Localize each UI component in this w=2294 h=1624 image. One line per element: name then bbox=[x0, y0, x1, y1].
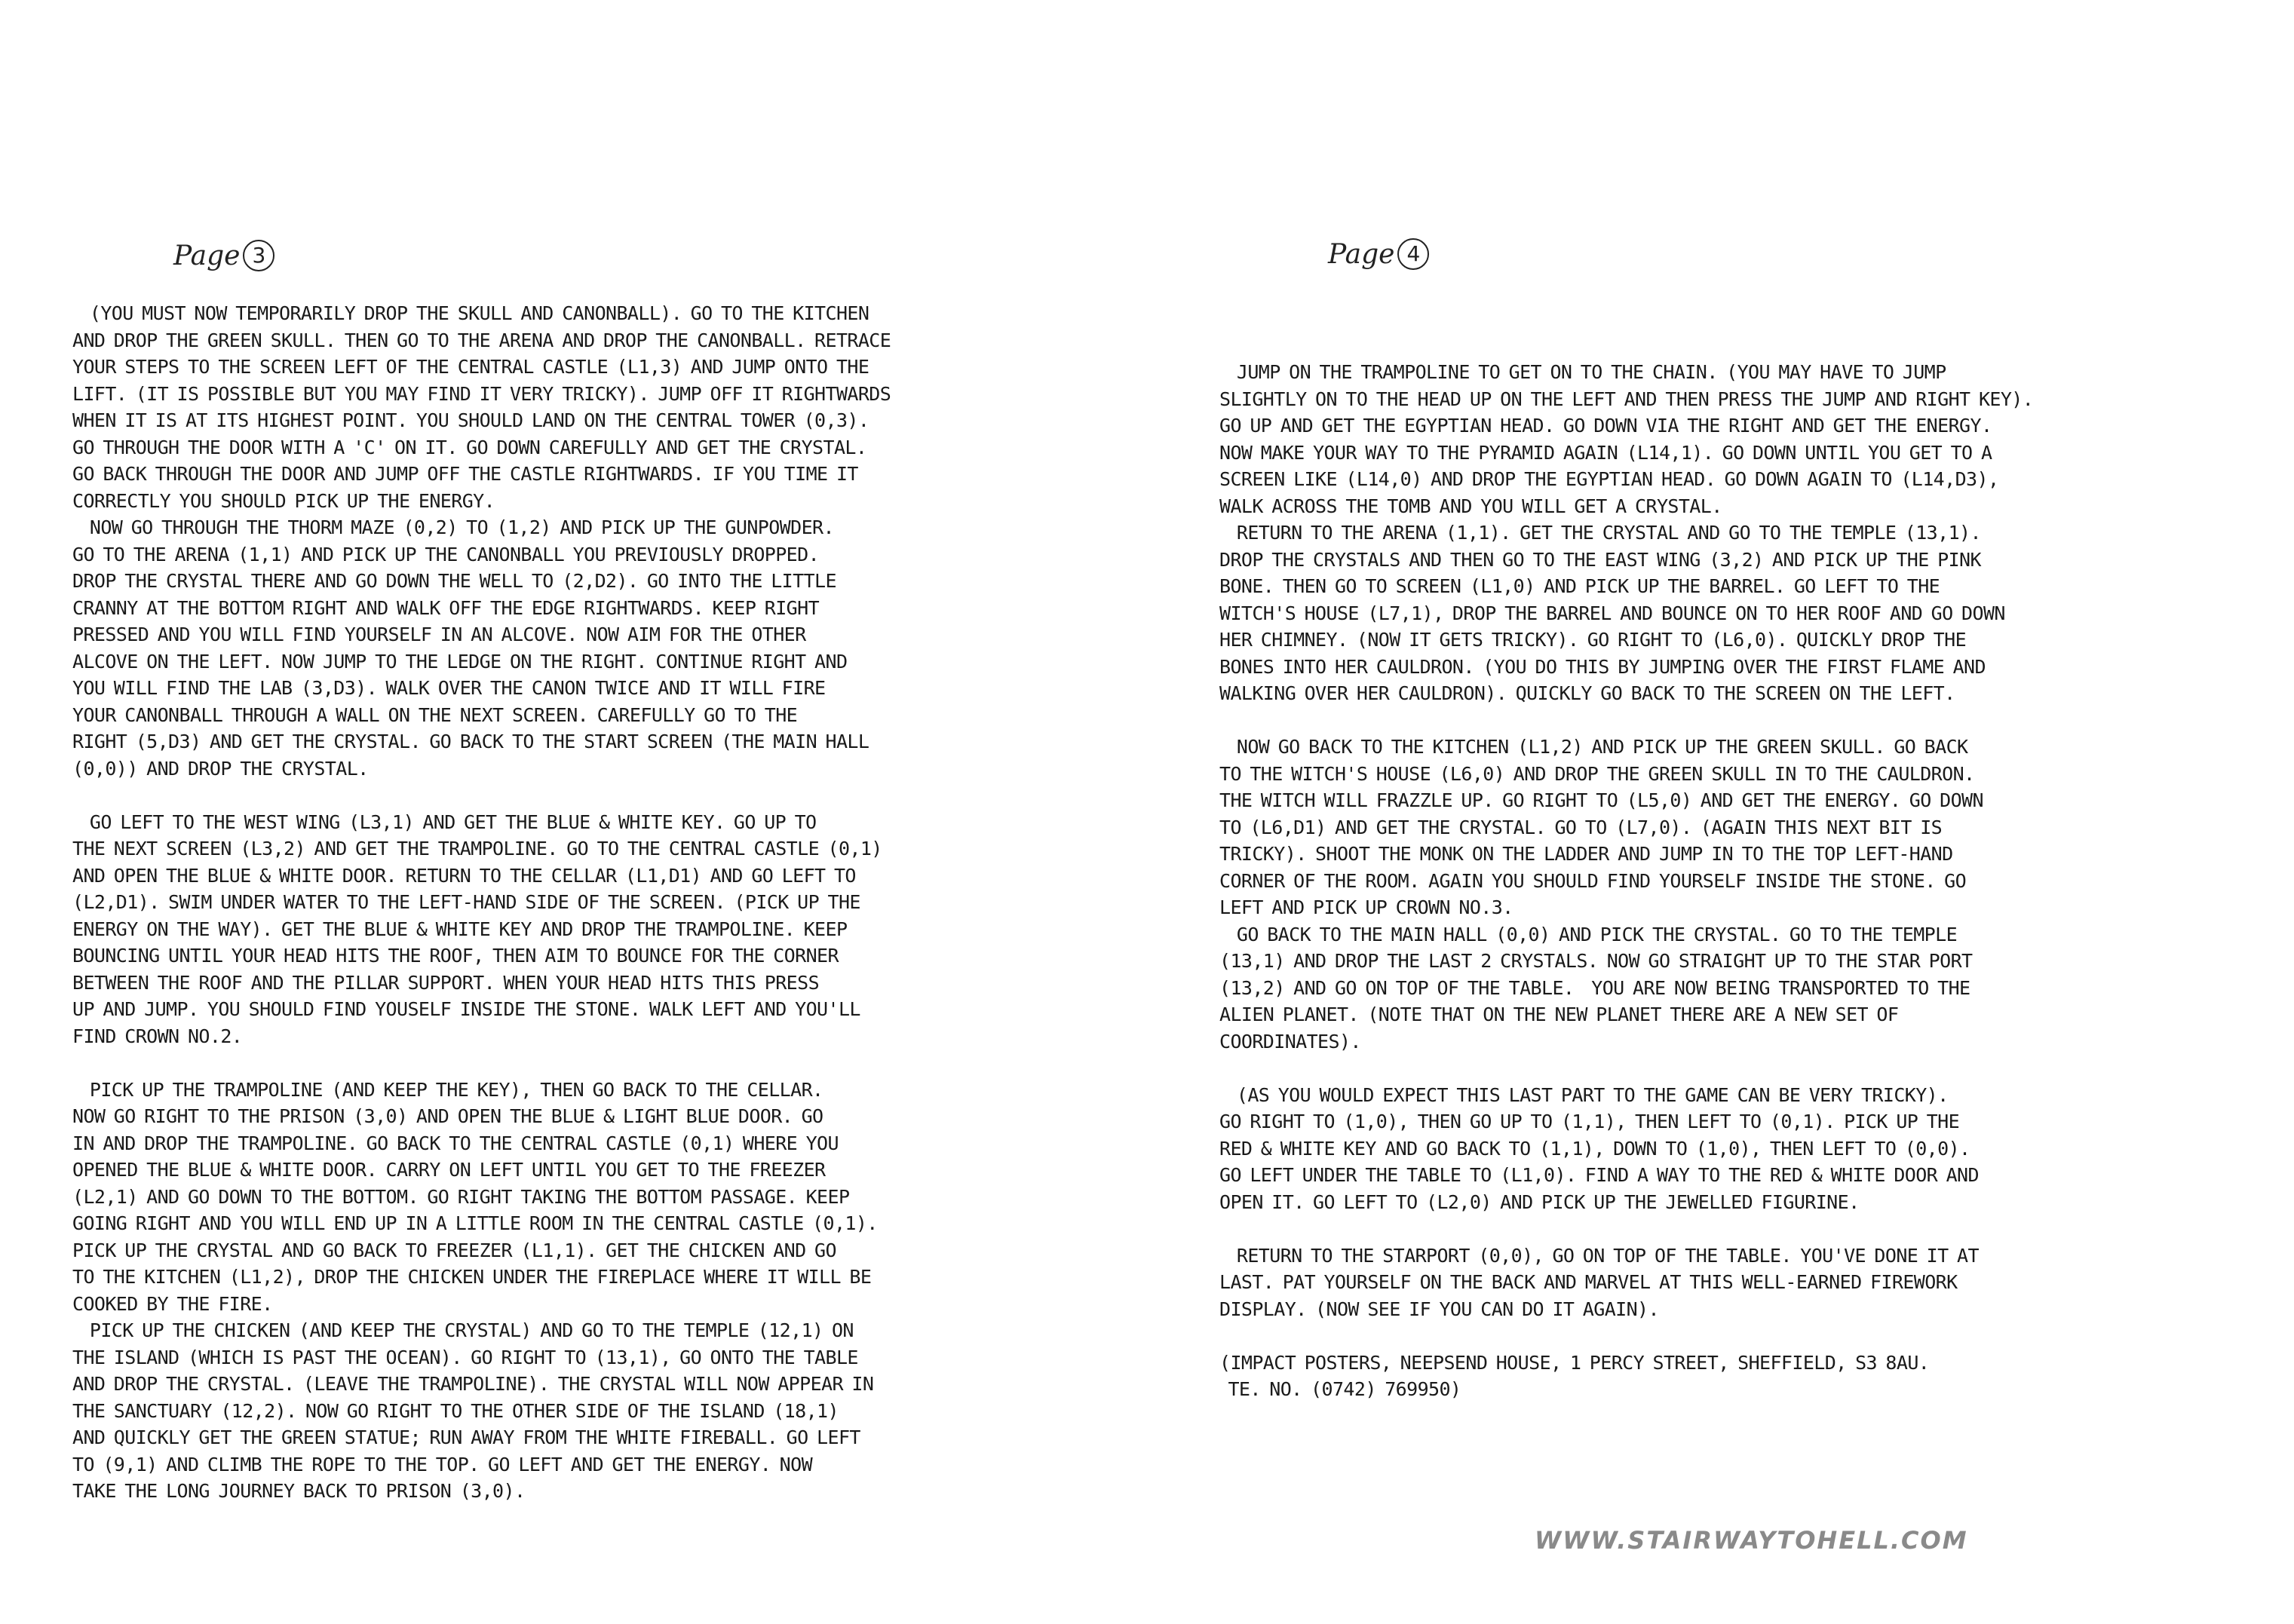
text-line: GO TO THE ARENA (1,1) AND PICK UP THE CANONBALL YOU PREVIOUSLY DROPPED. bbox=[72, 543, 820, 565]
text-line: TO (9,1) AND CLIMB THE ROPE TO THE TOP. GO LEFT AND GET THE ENERGY. NOW bbox=[72, 1453, 813, 1475]
paragraph-gap bbox=[72, 1049, 891, 1077]
text-line: SLIGHTLY ON TO THE HEAD UP ON THE LEFT AND THEN PRESS THE JUMP AND RIGHT KEY). bbox=[1219, 388, 2034, 410]
text-line: GO BACK TO THE MAIN HALL (0,0) AND PICK THE CRYSTAL. GO TO THE TEMPLE bbox=[1219, 923, 1958, 945]
text-line: OPENED THE BLUE & WHITE DOOR. CARRY ON LEFT UNTIL YOU GET TO THE FREEZER bbox=[72, 1159, 826, 1181]
text-line: LIFT. (IT IS POSSIBLE BUT YOU MAY FIND IT VERY TRICKY). JUMP OFF IT RIGHTWARDS bbox=[72, 382, 891, 405]
text-line: GO LEFT TO THE WEST WING (L3,1) AND GET THE BLUE & WHITE KEY. GO UP TO bbox=[72, 810, 817, 833]
text-line: TO THE WITCH'S HOUSE (L6,0) AND DROP THE GREEN SKULL IN TO THE CAULDRON. bbox=[1219, 762, 1975, 785]
text-line: WITCH'S HOUSE (L7,1), DROP THE BARREL AND BOUNCE ON TO HER ROOF AND GO DOWN bbox=[1219, 602, 2005, 624]
text-line: CORRECTLY YOU SHOULD PICK UP THE ENERGY. bbox=[72, 489, 495, 512]
text-line: NOW MAKE YOUR WAY TO THE PYRAMID AGAIN (L14,1). GO DOWN UNTIL YOU GET TO A bbox=[1219, 441, 1992, 464]
text-line: NOW GO THROUGH THE THORM MAZE (0,2) TO (1,2) AND PICK UP THE GUNPOWDER. bbox=[72, 516, 834, 538]
text-line: UP AND JUMP. YOU SHOULD FIND YOUSELF INSIDE THE STONE. WALK LEFT AND YOU'LL bbox=[72, 998, 860, 1020]
text-line: THE NEXT SCREEN (L3,2) AND GET THE TRAMPOLINE. GO TO THE CENTRAL CASTLE (0,1) bbox=[72, 838, 882, 859]
page-number-circle: 3 bbox=[243, 240, 274, 271]
text-line: NOW GO BACK TO THE KITCHEN (L1,2) AND PICK UP THE GREEN SKULL. GO BACK bbox=[1219, 736, 1968, 758]
page-label-text: Page bbox=[1328, 238, 1395, 270]
text-line: PRESSED AND YOU WILL FIND YOURSELF IN AN ALCOVE. NOW AIM FOR THE OTHER bbox=[72, 624, 806, 645]
text-line: SCREEN LIKE (L14,0) AND DROP THE EGYPTIAN HEAD. GO DOWN AGAIN TO (L14,D3), bbox=[1219, 468, 1999, 490]
text-line: NOW GO RIGHT TO THE PRISON (3,0) AND OPEN THE BLUE & LIGHT BLUE DOOR. GO bbox=[72, 1105, 823, 1127]
text-line: GO RIGHT TO (1,0), THEN GO UP TO (1,1), THEN LEFT TO (0,1). PICK UP THE bbox=[1219, 1111, 1960, 1132]
text-line: COORDINATES). bbox=[1219, 1030, 1361, 1053]
text-line: HER CHIMNEY. (NOW IT GETS TRICKY). GO RIGHT TO (L6,0). QUICKLY DROP THE bbox=[1219, 629, 1967, 651]
text-line: LEFT AND PICK UP CROWN NO.3. bbox=[1219, 896, 1513, 918]
text-line: AND DROP THE GREEN SKULL. THEN GO TO THE ARENA AND DROP THE CANONBALL. RETRACE bbox=[72, 329, 891, 351]
walkthrough-text-left bbox=[72, 300, 891, 1505]
text-line: (0,0)) AND DROP THE CRYSTAL. bbox=[72, 757, 369, 780]
text-line: BOUNCING UNTIL YOUR HEAD HITS THE ROOF, THEN AIM TO BOUNCE FOR THE CORNER bbox=[72, 945, 839, 967]
text-line: (13,1) AND DROP THE LAST 2 CRYSTALS. NOW GO STRAIGHT UP TO THE STAR PORT bbox=[1219, 950, 1973, 972]
paragraph-gap bbox=[1219, 707, 2033, 734]
text-line: RED & WHITE KEY AND GO BACK TO (1,1), DOWN TO (1,0), THEN LEFT TO (0,0). bbox=[1219, 1137, 1970, 1160]
text-line: TRICKY). SHOOT THE MONK ON THE LADDER AND JUMP IN TO THE TOP LEFT-HAND bbox=[1219, 843, 1953, 865]
text-line: PICK UP THE CRYSTAL AND GO BACK TO FREEZER (L1,1). GET THE CHICKEN AND GO bbox=[72, 1239, 836, 1261]
text-line: GOING RIGHT AND YOU WILL END UP IN A LITTLE ROOM IN THE CENTRAL CASTLE (0,1). bbox=[72, 1212, 878, 1234]
text-line: (L2,D1). SWIM UNDER WATER TO THE LEFT-HAND SIDE OF THE SCREEN. (PICK UP THE bbox=[72, 891, 860, 913]
text-line: DROP THE CRYSTAL THERE AND GO DOWN THE WELL TO (2,D2). GO INTO THE LITTLE bbox=[72, 570, 836, 592]
page-number-label bbox=[1328, 238, 1429, 270]
text-line: WALK ACROSS THE TOMB AND YOU WILL GET A CRYSTAL. bbox=[1219, 495, 1722, 517]
text-line: TAKE THE LONG JOURNEY BACK TO PRISON (3,0). bbox=[72, 1480, 526, 1502]
text-line: THE WITCH WILL FRAZZLE UP. GO RIGHT TO (L5,0) AND GET THE ENERGY. GO DOWN bbox=[1219, 789, 1983, 811]
right-page bbox=[1147, 0, 2294, 1624]
text-line: GO BACK THROUGH THE DOOR AND JUMP OFF THE CASTLE RIGHTWARDS. IF YOU TIME IT bbox=[72, 463, 858, 485]
text-line: GO THROUGH THE DOOR WITH A 'C' ON IT. GO DOWN CAREFULLY AND GET THE CRYSTAL. bbox=[72, 436, 867, 458]
text-line: RIGHT (5,D3) AND GET THE CRYSTAL. GO BACK TO THE START SCREEN (THE MAIN HALL bbox=[72, 731, 869, 752]
text-line: PICK UP THE CHICKEN (AND KEEP THE CRYSTAL) AND GO TO THE TEMPLE (12,1) ON bbox=[72, 1319, 854, 1341]
text-line: (L2,1) AND GO DOWN TO THE BOTTOM. GO RIGHT TAKING THE BOTTOM PASSAGE. KEEP bbox=[72, 1185, 850, 1208]
text-line: YOUR STEPS TO THE SCREEN LEFT OF THE CENTRAL CASTLE (L1,3) AND JUMP ONTO THE bbox=[72, 356, 869, 378]
walkthrough-text-right bbox=[1219, 359, 2033, 1403]
text-line: GO LEFT UNDER THE TABLE TO (L1,0). FIND A WAY TO THE RED & WHITE DOOR AND bbox=[1219, 1164, 1979, 1186]
paragraph-gap bbox=[1219, 1055, 2033, 1082]
text-line: BONE. THEN GO TO SCREEN (L1,0) AND PICK UP THE BARREL. GO LEFT TO THE bbox=[1219, 575, 1940, 597]
text-line: ALCOVE ON THE LEFT. NOW JUMP TO THE LEDGE ON THE RIGHT. CONTINUE RIGHT AND bbox=[72, 650, 848, 673]
text-line: THE ISLAND (WHICH IS PAST THE OCEAN). GO RIGHT TO (13,1), GO ONTO THE TABLE bbox=[72, 1346, 858, 1368]
text-line: (AS YOU WOULD EXPECT THIS LAST PART TO THE GAME CAN BE VERY TRICKY). bbox=[1219, 1083, 1949, 1106]
text-line: OPEN IT. GO LEFT TO (L2,0) AND PICK UP THE JEWELLED FIGURINE. bbox=[1219, 1190, 1860, 1213]
text-line: BETWEEN THE ROOF AND THE PILLAR SUPPORT. WHEN YOUR HEAD HITS THIS PRESS bbox=[72, 971, 820, 994]
paragraph-gap bbox=[72, 782, 891, 809]
text-line: LAST. PAT YOURSELF ON THE BACK AND MARVEL AT THIS WELL-EARNED FIREWORK bbox=[1219, 1271, 1958, 1293]
text-line: WALKING OVER HER CAULDRON). QUICKLY GO BACK TO THE SCREEN ON THE LEFT. bbox=[1219, 682, 1955, 704]
text-line: WHEN IT IS AT ITS HIGHEST POINT. YOU SHOULD LAND ON THE CENTRAL TOWER (0,3). bbox=[72, 409, 869, 431]
text-line: PICK UP THE TRAMPOLINE (AND KEEP THE KEY), THEN GO BACK TO THE CELLAR. bbox=[72, 1078, 823, 1101]
text-line: (YOU MUST NOW TEMPORARILY DROP THE SKULL AND CANONBALL). GO TO THE KITCHEN bbox=[72, 302, 869, 324]
website-credit: WWW.STAIRWAYTOHELL.COM bbox=[1535, 1526, 1968, 1555]
text-line: JUMP ON THE TRAMPOLINE TO GET ON TO THE CHAIN. (YOU MAY HAVE TO JUMP bbox=[1219, 361, 1946, 383]
text-line: TO (L6,D1) AND GET THE CRYSTAL. GO TO (L7,0). (AGAIN THIS NEXT BIT IS bbox=[1219, 816, 1943, 838]
text-line: CORNER OF THE ROOM. AGAIN YOU SHOULD FIND YOURSELF INSIDE THE STONE. GO bbox=[1219, 869, 1967, 892]
text-line: FIND CROWN NO.2. bbox=[72, 1025, 243, 1047]
text-line: RETURN TO THE ARENA (1,1). GET THE CRYSTAL AND GO TO THE TEMPLE (13,1). bbox=[1219, 522, 1981, 544]
text-line: RETURN TO THE STARPORT (0,0), GO ON TOP OF THE TABLE. YOU'VE DONE IT AT bbox=[1219, 1244, 1979, 1267]
page-number-label bbox=[173, 240, 274, 271]
paragraph-gap bbox=[1219, 1215, 2033, 1243]
text-line: TO THE KITCHEN (L1,2), DROP THE CHICKEN UNDER THE FIREPLACE WHERE IT WILL BE bbox=[72, 1266, 872, 1288]
text-line: TE. NO. (0742) 769950) bbox=[1219, 1378, 1461, 1400]
text-line: AND OPEN THE BLUE & WHITE DOOR. RETURN TO THE CELLAR (L1,D1) AND GO LEFT TO bbox=[72, 864, 856, 887]
text-line: COOKED BY THE FIRE. bbox=[72, 1292, 273, 1315]
text-line: IN AND DROP THE TRAMPOLINE. GO BACK TO THE CENTRAL CASTLE (0,1) WHERE YOU bbox=[72, 1132, 839, 1154]
text-line: GO UP AND GET THE EGYPTIAN HEAD. GO DOWN VIA THE RIGHT AND GET THE ENERGY. bbox=[1219, 415, 1992, 437]
text-line: DROP THE CRYSTALS AND THEN GO TO THE EAST WING (3,2) AND PICK UP THE PINK bbox=[1219, 548, 1981, 571]
text-line: ALIEN PLANET. (NOTE THAT ON THE NEW PLANET THERE ARE A NEW SET OF bbox=[1219, 1004, 1899, 1025]
text-line: BONES INTO HER CAULDRON. (YOU DO THIS BY JUMPING OVER THE FIRST FLAME AND bbox=[1219, 655, 1986, 678]
text-line: THE SANCTUARY (12,2). NOW GO RIGHT TO THE OTHER SIDE OF THE ISLAND (18,1) bbox=[72, 1399, 839, 1422]
text-line: (13,2) AND GO ON TOP OF THE TABLE. YOU ARE NOW BEING TRANSPORTED TO THE bbox=[1219, 976, 1970, 999]
text-line: AND DROP THE CRYSTAL. (LEAVE THE TRAMPOLINE). THE CRYSTAL WILL NOW APPEAR IN bbox=[72, 1373, 874, 1395]
text-line: AND QUICKLY GET THE GREEN STATUE; RUN AWAY FROM THE WHITE FIREBALL. GO LEFT bbox=[72, 1426, 860, 1448]
paragraph-gap bbox=[1219, 1322, 2033, 1350]
text-line: ENERGY ON THE WAY). GET THE BLUE & WHITE KEY AND DROP THE TRAMPOLINE. KEEP bbox=[72, 918, 848, 940]
text-line: DISPLAY. (NOW SEE IF YOU CAN DO IT AGAIN). bbox=[1219, 1298, 1659, 1320]
page-label-text: Page bbox=[173, 240, 241, 271]
text-line: YOUR CANONBALL THROUGH A WALL ON THE NEXT SCREEN. CAREFULLY GO TO THE bbox=[72, 703, 798, 726]
page-number-circle: 4 bbox=[1397, 238, 1429, 270]
text-line: (IMPACT POSTERS, NEEPSEND HOUSE, 1 PERCY STREET, SHEFFIELD, S3 8AU. bbox=[1219, 1351, 1930, 1374]
text-line: CRANNY AT THE BOTTOM RIGHT AND WALK OFF THE EDGE RIGHTWARDS. KEEP RIGHT bbox=[72, 596, 820, 619]
text-line: YOU WILL FIND THE LAB (3,D3). WALK OVER THE CANON TWICE AND IT WILL FIRE bbox=[72, 677, 826, 699]
